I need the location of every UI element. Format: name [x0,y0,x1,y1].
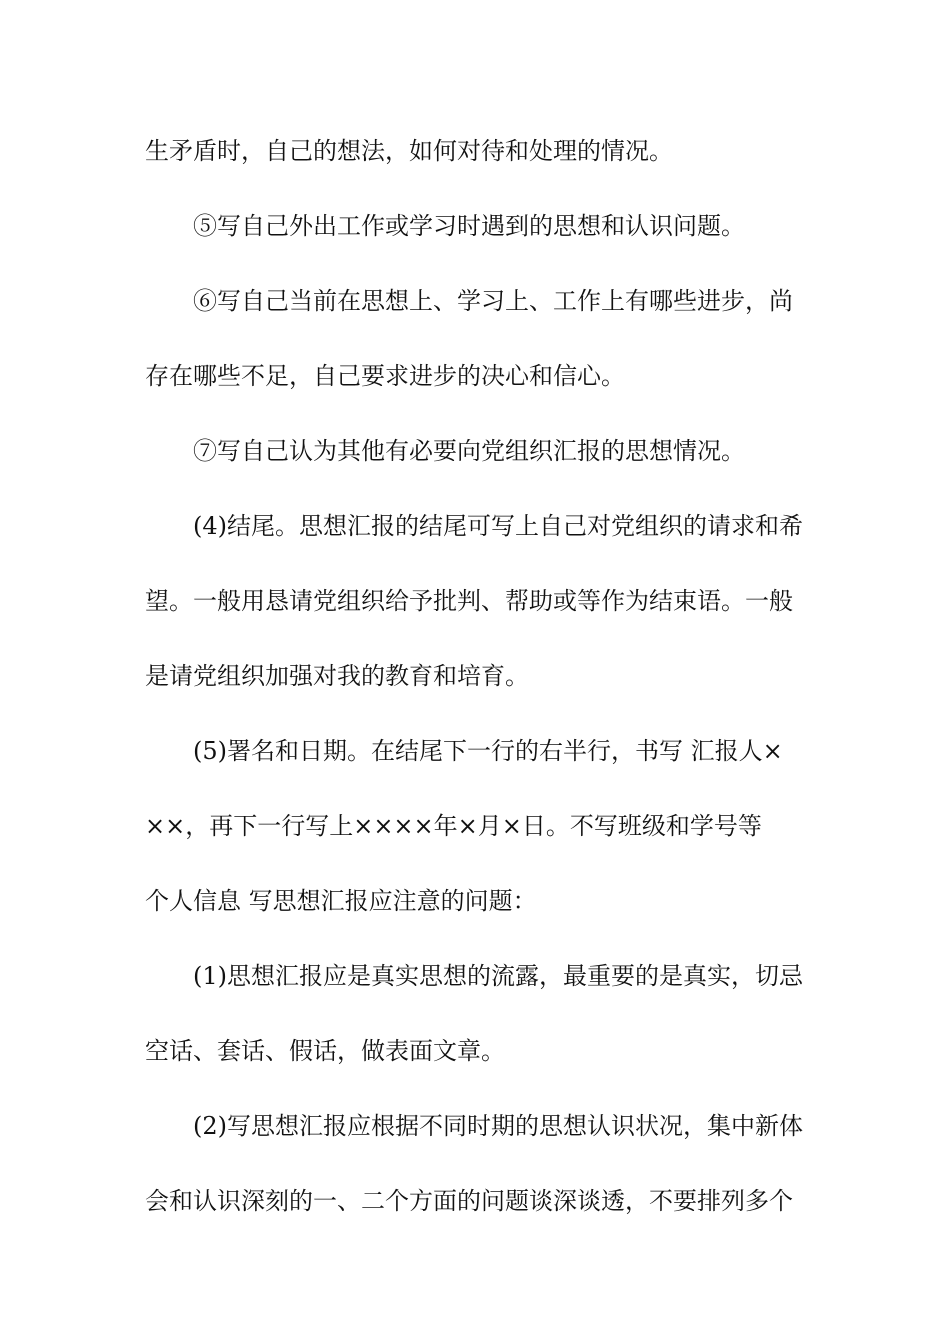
text-line-3: ⑥写自己当前在思想上、学习上、工作上有哪些进步，尚 [193,287,793,315]
text-line-13: 空话、套话、假话，做表面文章。 [145,1037,505,1065]
text-line-2: ⑤写自己外出工作或学习时遇到的思想和认识问题。 [193,212,745,240]
text-line-11: 个人信息 写思想汇报应注意的问题： [145,887,537,915]
text-line-15: 会和认识深刻的一、二个方面的问题谈深谈透，不要排列多个 [145,1187,793,1215]
text-line-14: (2)写思想汇报应根据不同时期的思想认识状况，集中新体 [193,1112,803,1140]
text-line-8: 是请党组织加强对我的教育和培育。 [145,662,529,690]
text-line-5: ⑦写自己认为其他有必要向党组织汇报的思想情况。 [193,437,745,465]
text-line-9: (5)署名和日期。在结尾下一行的右半行，书写 汇报人× [193,737,783,765]
text-line-10: ××，再下一行写上××××年×月×日。不写班级和学号等 [145,812,762,840]
text-line-6: (4)结尾。思想汇报的结尾可写上自己对党组织的请求和希 [193,512,803,540]
text-line-1: 生矛盾时，自己的想法，如何对待和处理的情况。 [145,137,673,165]
text-line-12: (1)思想汇报应是真实思想的流露，最重要的是真实，切忌 [193,962,803,990]
text-line-7: 望。一般用恳请党组织给予批判、帮助或等作为结束语。一般 [145,587,793,615]
text-line-4: 存在哪些不足，自己要求进步的决心和信心。 [145,362,625,390]
